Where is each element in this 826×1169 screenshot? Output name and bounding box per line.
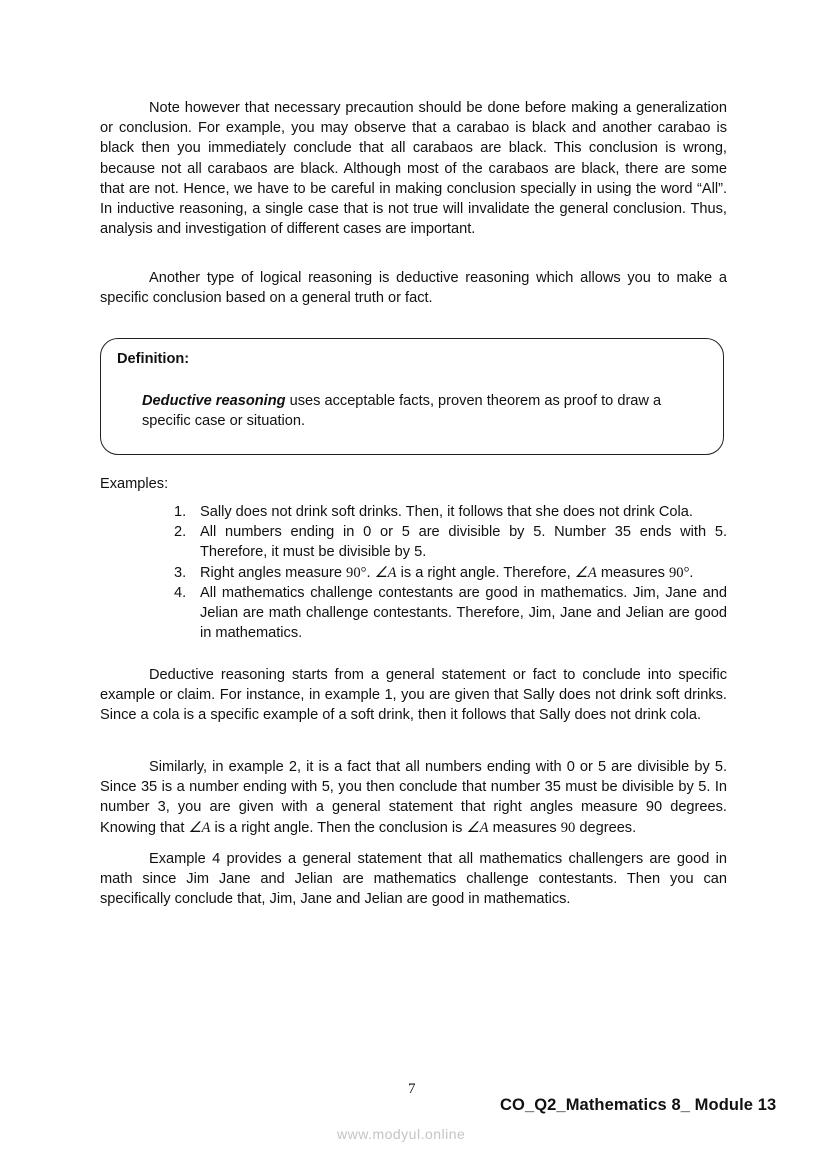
math-90-degrees: 90° [346,564,367,581]
example-text: . [366,564,375,581]
paragraph-deductive-intro: Another type of logical reasoning is deductive reasoning which allows you to make a specific conclusion based on a general truth or fact. [100,270,727,307]
example-text: . [689,564,694,581]
example-number: 4. [174,584,187,601]
example-text: Sally does not drink soft drinks. Then, it follows that she does not drink Cola. [200,504,693,520]
math-90: 90 [560,819,576,836]
math-angle-a: ∠A [466,819,489,836]
paragraph-explanation-2 [100,757,727,838]
paragraph-text: is a right angle. Then the conclusion is [210,819,467,836]
example-number: 3. [174,564,187,581]
math-angle-a: ∠A [374,564,397,581]
math-90-degrees: 90° [668,564,690,581]
example-text: Right angles measure [200,564,347,581]
example-item [174,583,727,644]
examples-list [174,502,727,643]
example-text: measures [596,564,669,581]
paragraph-explanation-1: Deductive reasoning starts from a general statement or fact to conclude into specific example or claim. For instance, in example 1, you are given that Sally does not drink soft drinks. Since a cola is a specific example of a soft drink, then it follows that Sally does not drink cola. [100,667,727,724]
example-number: 1. [174,504,187,520]
example-text: All mathematics challenge contestants are good in mathematics. Jim, Jane and Jelian are math challenge contestants. Therefore, Jim, Jane and Jelian are good in mathematics. [200,584,727,642]
page-number: 7 [408,1081,416,1097]
paragraph-text: Similarly, in example 2, it is a fact that all numbers ending with 0 or 5 are divisible by 5. Since 35 is a number ending with 5, you then conclude that number 35 must be divisible by 5. In number 3, you are given with a general statement that right angles measure 90 degrees. Knowing that [100,759,727,836]
math-angle-a: ∠A [188,819,211,836]
example-text: All numbers ending in 0 or 5 are divisible by 5. Number 35 ends with 5. Therefore, it must be divisible by 5. [200,524,727,561]
examples-label: Examples: [100,476,169,492]
example-item [174,522,727,562]
definition-box [100,338,724,455]
module-footer: CO_Q2_Mathematics 8_ Module 13 [500,1096,777,1114]
example-number: 2. [174,524,187,541]
paragraph-precaution: Note however that necessary precaution should be done before making a generalization or conclusion. For example, you may observe that a carabao is black and another carabao is black then you immediately conclude that all carabaos are black. This conclusion is wrong, because not all carabaos are black. Although most of the carabaos are black, there are some that are not. Hence, we have to be careful in making conclusion specially in using the word “All”. In inductive reasoning, a single case that is not true will invalidate the general conclusion. Thus, analysis and investigation of different cases are important. [100,100,727,238]
definition-body: uses acceptable facts, proven theorem as proof to draw a specific case or situation. [142,393,662,430]
example-text: is a right angle. Therefore, [396,564,575,581]
watermark: www.modyul.online [337,1126,466,1142]
definition-text [142,391,702,431]
paragraph-text: measures [488,819,561,836]
definition-title: Definition: [117,351,190,367]
paragraph-text: degrees. [575,819,637,836]
math-angle-a: ∠A [574,564,597,581]
example-item [174,502,727,522]
paragraph-explanation-3: Example 4 provides a general statement that all mathematics challengers are good in math since Jim Jane and Jelian are mathematics challenge contestants. Then you can specifically conclude that, Jim, Jane and Jelian are good in mathematics. [100,851,727,908]
example-item [174,563,727,583]
definition-term: Deductive reasoning [142,393,286,409]
